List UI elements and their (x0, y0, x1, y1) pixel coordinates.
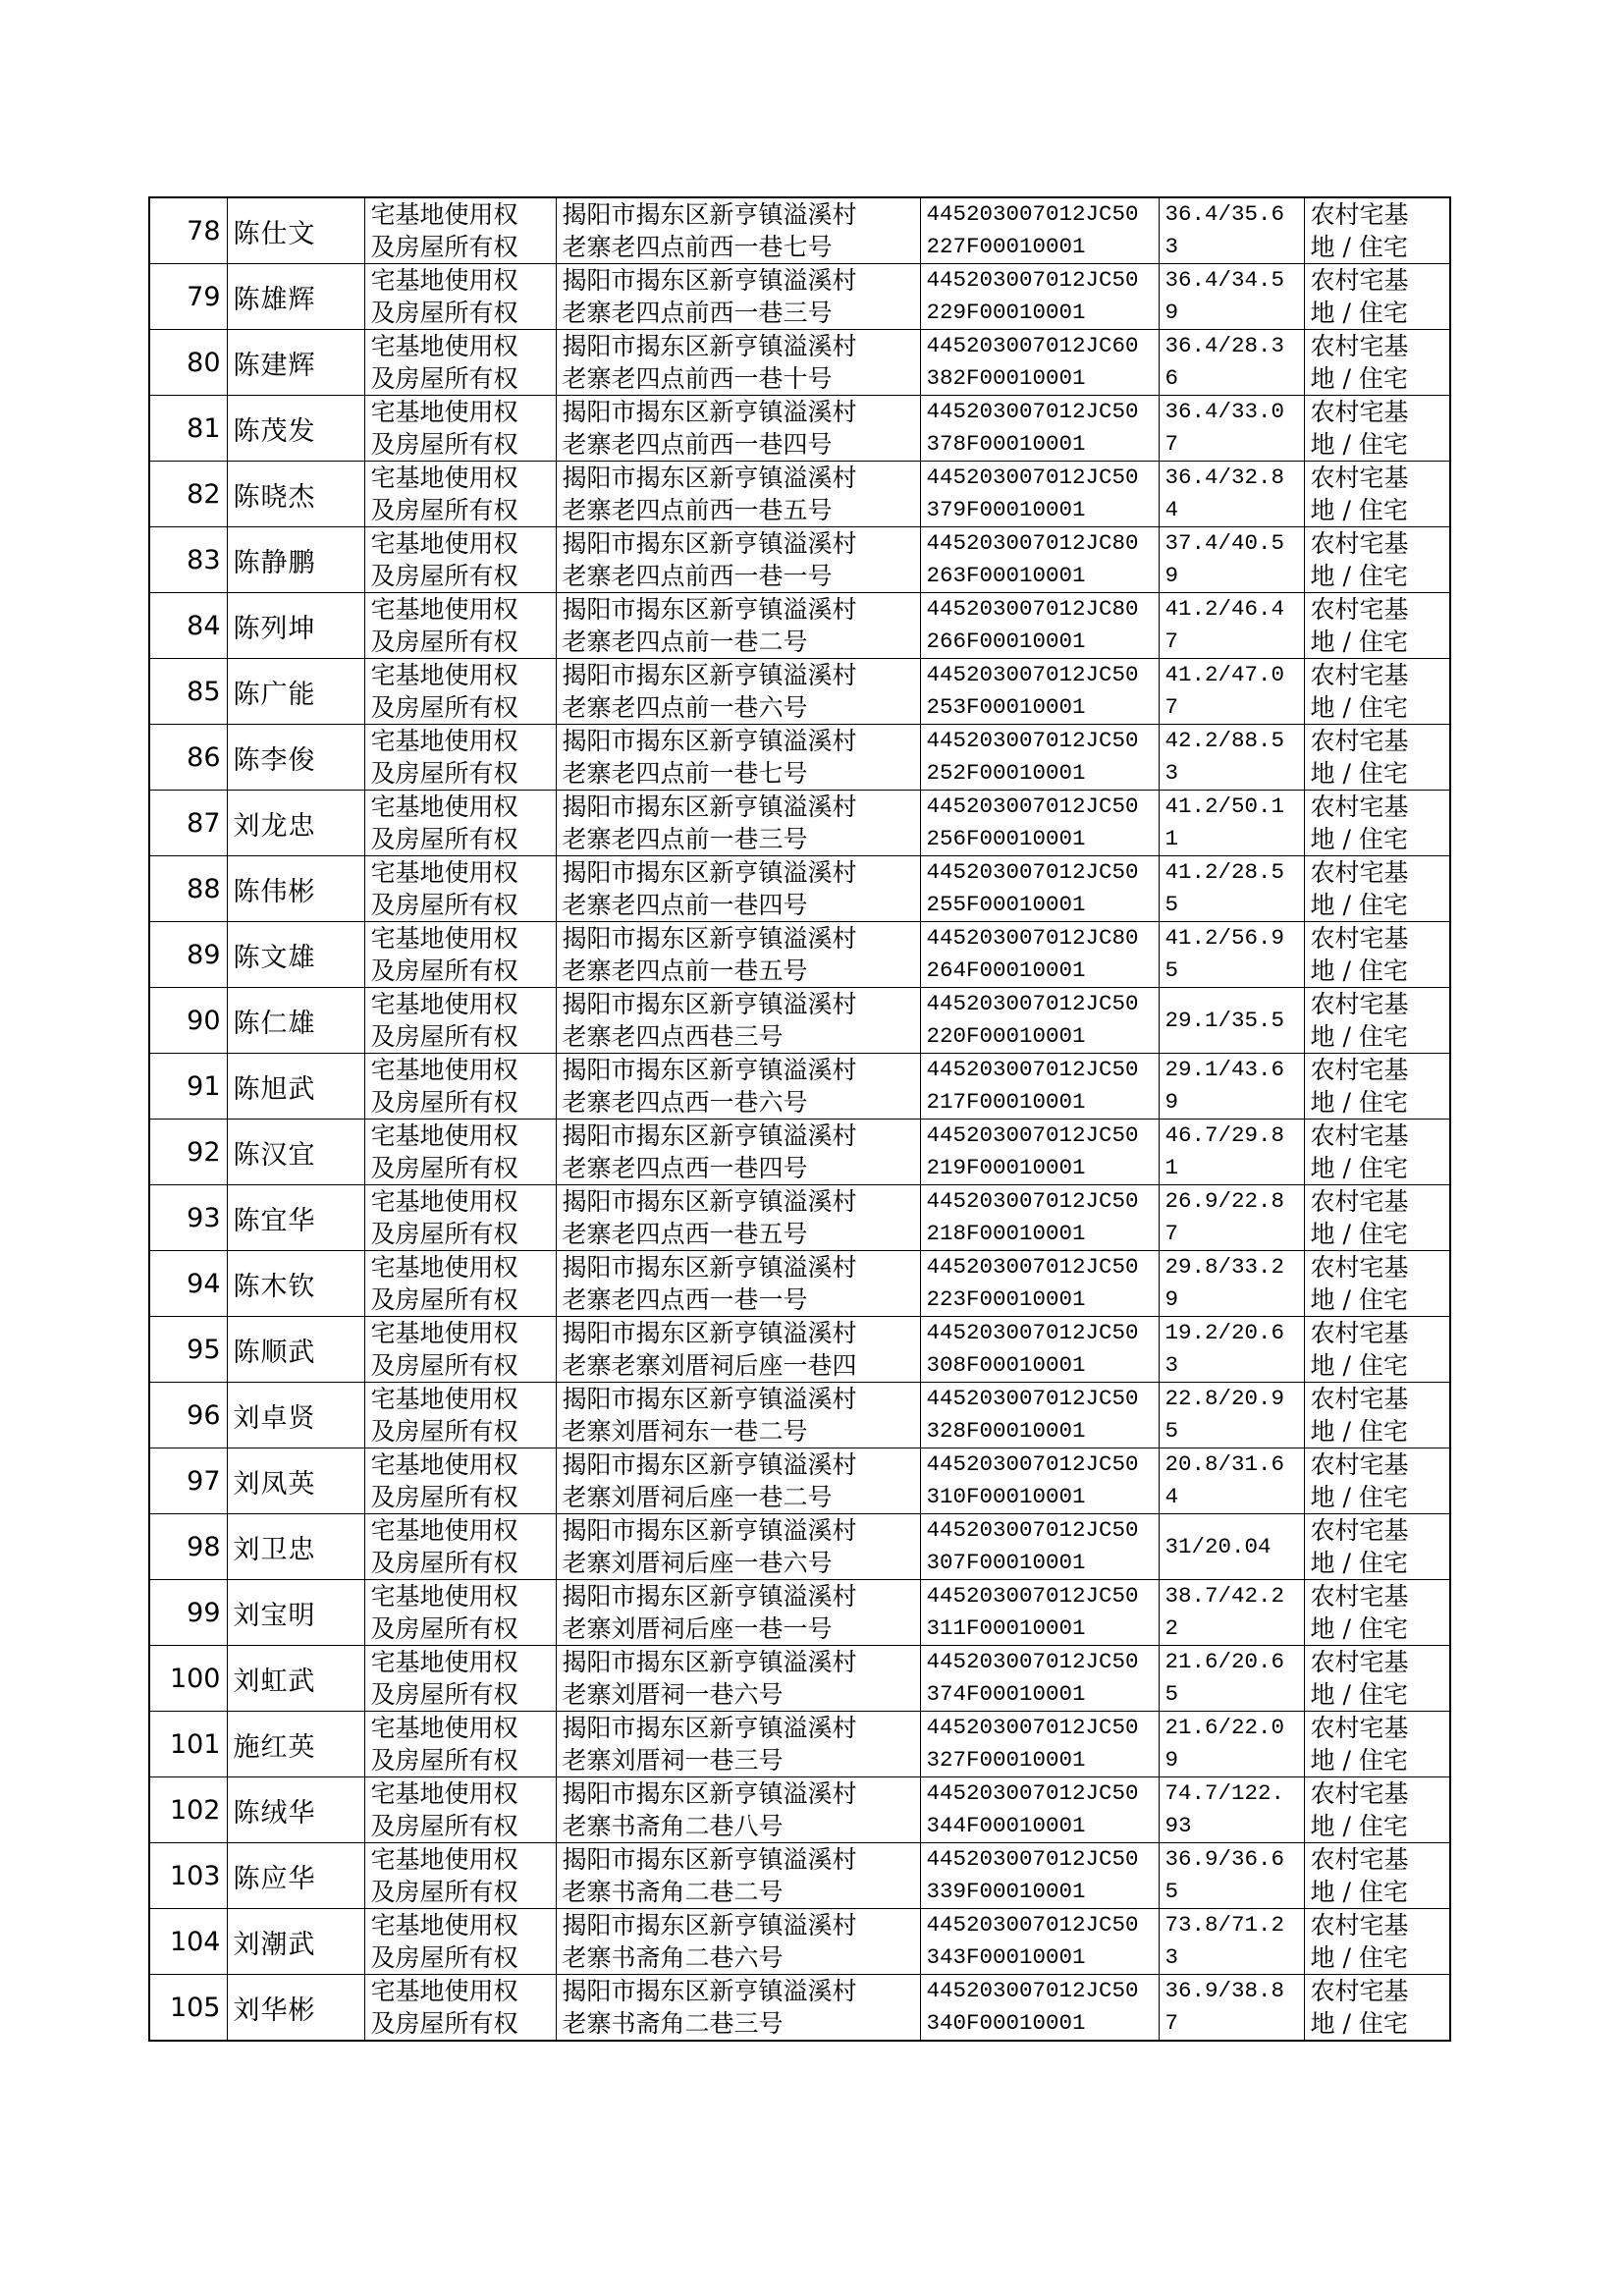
row-number-cell: 94 (149, 1251, 227, 1317)
right-type-cell: 宅基地使用权 及房屋所有权 (364, 264, 556, 330)
area-cell: 41.2/46.4 7 (1159, 593, 1304, 659)
area-cell: 29.1/35.5 (1159, 988, 1304, 1054)
row-number-cell: 102 (149, 1777, 227, 1843)
land-use-cell: 农村宅基 地 / 住宅 (1304, 856, 1450, 922)
location-cell: 揭阳市揭东区新亨镇溢溪村 老寨老四点前一巷七号 (556, 725, 920, 791)
unit-code-cell: 445203007012JC50 343F00010001 (920, 1909, 1159, 1975)
location-cell: 揭阳市揭东区新亨镇溢溪村 老寨老寨刘厝祠后座一巷四 (556, 1317, 920, 1383)
row-number-cell: 93 (149, 1185, 227, 1251)
area-cell: 26.9/22.8 7 (1159, 1185, 1304, 1251)
table-row (149, 330, 1450, 396)
right-type-cell: 宅基地使用权 及房屋所有权 (364, 396, 556, 462)
row-number-cell: 79 (149, 264, 227, 330)
row-number-cell: 84 (149, 593, 227, 659)
area-cell: 42.2/88.5 3 (1159, 725, 1304, 791)
land-use-cell: 农村宅基 地 / 住宅 (1304, 1975, 1450, 2042)
row-number-cell: 101 (149, 1712, 227, 1777)
right-type-cell: 宅基地使用权 及房屋所有权 (364, 1777, 556, 1843)
owner-name-cell: 陈李俊 (227, 725, 364, 791)
location-cell: 揭阳市揭东区新亨镇溢溪村 老寨老四点前西一巷一号 (556, 527, 920, 593)
row-number-cell: 105 (149, 1975, 227, 2042)
right-type-cell: 宅基地使用权 及房屋所有权 (364, 197, 556, 264)
right-type-cell: 宅基地使用权 及房屋所有权 (364, 791, 556, 856)
location-cell: 揭阳市揭东区新亨镇溢溪村 老寨老四点前西一巷三号 (556, 264, 920, 330)
right-type-cell: 宅基地使用权 及房屋所有权 (364, 593, 556, 659)
owner-name-cell: 陈建辉 (227, 330, 364, 396)
right-type-cell: 宅基地使用权 及房屋所有权 (364, 1975, 556, 2042)
location-cell: 揭阳市揭东区新亨镇溢溪村 老寨老四点前西一巷四号 (556, 396, 920, 462)
area-cell: 73.8/71.2 3 (1159, 1909, 1304, 1975)
owner-name-cell: 陈仕文 (227, 197, 364, 264)
area-cell: 46.7/29.8 1 (1159, 1120, 1304, 1185)
location-cell: 揭阳市揭东区新亨镇溢溪村 老寨老四点前一巷三号 (556, 791, 920, 856)
land-use-cell: 农村宅基 地 / 住宅 (1304, 396, 1450, 462)
unit-code-cell: 445203007012JC50 344F00010001 (920, 1777, 1159, 1843)
area-cell: 36.4/35.6 3 (1159, 197, 1304, 264)
table-row (149, 725, 1450, 791)
owner-name-cell: 刘龙忠 (227, 791, 364, 856)
table-row (149, 922, 1450, 988)
land-use-cell: 农村宅基 地 / 住宅 (1304, 330, 1450, 396)
land-use-cell: 农村宅基 地 / 住宅 (1304, 197, 1450, 264)
area-cell: 29.8/33.2 9 (1159, 1251, 1304, 1317)
owner-name-cell: 刘凤英 (227, 1448, 364, 1514)
location-cell: 揭阳市揭东区新亨镇溢溪村 老寨老四点西巷三号 (556, 988, 920, 1054)
right-type-cell: 宅基地使用权 及房屋所有权 (364, 988, 556, 1054)
land-use-cell: 农村宅基 地 / 住宅 (1304, 1317, 1450, 1383)
land-use-cell: 农村宅基 地 / 住宅 (1304, 1514, 1450, 1580)
right-type-cell: 宅基地使用权 及房屋所有权 (364, 1580, 556, 1646)
unit-code-cell: 445203007012JC50 218F00010001 (920, 1185, 1159, 1251)
row-number-cell: 78 (149, 197, 227, 264)
area-cell: 36.9/38.8 7 (1159, 1975, 1304, 2042)
area-cell: 19.2/20.6 3 (1159, 1317, 1304, 1383)
unit-code-cell: 445203007012JC50 253F00010001 (920, 659, 1159, 725)
land-use-cell: 农村宅基 地 / 住宅 (1304, 1843, 1450, 1909)
owner-name-cell: 陈广能 (227, 659, 364, 725)
owner-name-cell: 陈绒华 (227, 1777, 364, 1843)
right-type-cell: 宅基地使用权 及房屋所有权 (364, 1843, 556, 1909)
location-cell: 揭阳市揭东区新亨镇溢溪村 老寨刘厝祠后座一巷六号 (556, 1514, 920, 1580)
table-row (149, 1843, 1450, 1909)
owner-name-cell: 陈顺武 (227, 1317, 364, 1383)
area-cell: 38.7/42.2 2 (1159, 1580, 1304, 1646)
location-cell: 揭阳市揭东区新亨镇溢溪村 老寨老四点西一巷五号 (556, 1185, 920, 1251)
table-row (149, 1054, 1450, 1120)
land-use-cell: 农村宅基 地 / 住宅 (1304, 593, 1450, 659)
table-body (149, 197, 1450, 2041)
land-use-cell: 农村宅基 地 / 住宅 (1304, 1646, 1450, 1712)
land-use-cell: 农村宅基 地 / 住宅 (1304, 1054, 1450, 1120)
owner-name-cell: 施红英 (227, 1712, 364, 1777)
row-number-cell: 90 (149, 988, 227, 1054)
land-use-cell: 农村宅基 地 / 住宅 (1304, 1120, 1450, 1185)
location-cell: 揭阳市揭东区新亨镇溢溪村 老寨书斋角二巷三号 (556, 1975, 920, 2042)
owner-name-cell: 刘潮武 (227, 1909, 364, 1975)
table-row (149, 1975, 1450, 2042)
area-cell: 22.8/20.9 5 (1159, 1383, 1304, 1448)
row-number-cell: 85 (149, 659, 227, 725)
table-row (149, 527, 1450, 593)
land-use-cell: 农村宅基 地 / 住宅 (1304, 462, 1450, 527)
owner-name-cell: 陈仁雄 (227, 988, 364, 1054)
right-type-cell: 宅基地使用权 及房屋所有权 (364, 1514, 556, 1580)
land-use-cell: 农村宅基 地 / 住宅 (1304, 1185, 1450, 1251)
location-cell: 揭阳市揭东区新亨镇溢溪村 老寨老四点前一巷四号 (556, 856, 920, 922)
unit-code-cell: 445203007012JC50 339F00010001 (920, 1843, 1159, 1909)
location-cell: 揭阳市揭东区新亨镇溢溪村 老寨刘厝祠后座一巷一号 (556, 1580, 920, 1646)
area-cell: 21.6/22.0 9 (1159, 1712, 1304, 1777)
location-cell: 揭阳市揭东区新亨镇溢溪村 老寨老四点前西一巷五号 (556, 462, 920, 527)
unit-code-cell: 445203007012JC50 255F00010001 (920, 856, 1159, 922)
right-type-cell: 宅基地使用权 及房屋所有权 (364, 1251, 556, 1317)
row-number-cell: 89 (149, 922, 227, 988)
owner-name-cell: 陈静鹏 (227, 527, 364, 593)
land-use-cell: 农村宅基 地 / 住宅 (1304, 791, 1450, 856)
unit-code-cell: 445203007012JC50 217F00010001 (920, 1054, 1159, 1120)
row-number-cell: 91 (149, 1054, 227, 1120)
unit-code-cell: 445203007012JC50 256F00010001 (920, 791, 1159, 856)
table-row (149, 462, 1450, 527)
unit-code-cell: 445203007012JC50 229F00010001 (920, 264, 1159, 330)
location-cell: 揭阳市揭东区新亨镇溢溪村 老寨老四点前一巷五号 (556, 922, 920, 988)
location-cell: 揭阳市揭东区新亨镇溢溪村 老寨书斋角二巷二号 (556, 1843, 920, 1909)
land-use-cell: 农村宅基 地 / 住宅 (1304, 1909, 1450, 1975)
unit-code-cell: 445203007012JC60 382F00010001 (920, 330, 1159, 396)
row-number-cell: 104 (149, 1909, 227, 1975)
unit-code-cell: 445203007012JC50 252F00010001 (920, 725, 1159, 791)
owner-name-cell: 陈晓杰 (227, 462, 364, 527)
owner-name-cell: 刘宝明 (227, 1580, 364, 1646)
table-row (149, 1580, 1450, 1646)
right-type-cell: 宅基地使用权 及房屋所有权 (364, 725, 556, 791)
unit-code-cell: 445203007012JC50 308F00010001 (920, 1317, 1159, 1383)
owner-name-cell: 刘卫忠 (227, 1514, 364, 1580)
row-number-cell: 87 (149, 791, 227, 856)
right-type-cell: 宅基地使用权 及房屋所有权 (364, 462, 556, 527)
land-use-cell: 农村宅基 地 / 住宅 (1304, 264, 1450, 330)
land-use-cell: 农村宅基 地 / 住宅 (1304, 659, 1450, 725)
owner-name-cell: 陈文雄 (227, 922, 364, 988)
table-row (149, 1120, 1450, 1185)
unit-code-cell: 445203007012JC50 220F00010001 (920, 988, 1159, 1054)
location-cell: 揭阳市揭东区新亨镇溢溪村 老寨刘厝祠一巷六号 (556, 1646, 920, 1712)
table-row (149, 856, 1450, 922)
right-type-cell: 宅基地使用权 及房屋所有权 (364, 1383, 556, 1448)
unit-code-cell: 445203007012JC50 328F00010001 (920, 1383, 1159, 1448)
location-cell: 揭阳市揭东区新亨镇溢溪村 老寨老四点西一巷六号 (556, 1054, 920, 1120)
right-type-cell: 宅基地使用权 及房屋所有权 (364, 330, 556, 396)
area-cell: 36.4/28.3 6 (1159, 330, 1304, 396)
right-type-cell: 宅基地使用权 及房屋所有权 (364, 922, 556, 988)
location-cell: 揭阳市揭东区新亨镇溢溪村 老寨刘厝祠后座一巷二号 (556, 1448, 920, 1514)
unit-code-cell: 445203007012JC50 307F00010001 (920, 1514, 1159, 1580)
table-row (149, 396, 1450, 462)
land-use-cell: 农村宅基 地 / 住宅 (1304, 1777, 1450, 1843)
land-use-cell: 农村宅基 地 / 住宅 (1304, 527, 1450, 593)
unit-code-cell: 445203007012JC50 378F00010001 (920, 396, 1159, 462)
area-cell: 36.4/33.0 7 (1159, 396, 1304, 462)
unit-code-cell: 445203007012JC50 340F00010001 (920, 1975, 1159, 2042)
owner-name-cell: 陈汉宜 (227, 1120, 364, 1185)
unit-code-cell: 445203007012JC80 264F00010001 (920, 922, 1159, 988)
location-cell: 揭阳市揭东区新亨镇溢溪村 老寨老四点西一巷一号 (556, 1251, 920, 1317)
area-cell: 20.8/31.6 4 (1159, 1448, 1304, 1514)
row-number-cell: 98 (149, 1514, 227, 1580)
area-cell: 31/20.04 (1159, 1514, 1304, 1580)
table-row (149, 1646, 1450, 1712)
right-type-cell: 宅基地使用权 及房屋所有权 (364, 1646, 556, 1712)
unit-code-cell: 445203007012JC50 379F00010001 (920, 462, 1159, 527)
location-cell: 揭阳市揭东区新亨镇溢溪村 老寨老四点前一巷六号 (556, 659, 920, 725)
owner-name-cell: 陈木钦 (227, 1251, 364, 1317)
table-row (149, 1251, 1450, 1317)
owner-name-cell: 刘虹武 (227, 1646, 364, 1712)
unit-code-cell: 445203007012JC50 311F00010001 (920, 1580, 1159, 1646)
area-cell: 74.7/122. 93 (1159, 1777, 1304, 1843)
property-register-table (148, 196, 1451, 2042)
owner-name-cell: 陈茂发 (227, 396, 364, 462)
land-use-cell: 农村宅基 地 / 住宅 (1304, 725, 1450, 791)
table-row (149, 988, 1450, 1054)
owner-name-cell: 陈旭武 (227, 1054, 364, 1120)
land-use-cell: 农村宅基 地 / 住宅 (1304, 988, 1450, 1054)
table-row (149, 1185, 1450, 1251)
table-row (149, 659, 1450, 725)
row-number-cell: 92 (149, 1120, 227, 1185)
table-row (149, 791, 1450, 856)
land-use-cell: 农村宅基 地 / 住宅 (1304, 1383, 1450, 1448)
owner-name-cell: 陈应华 (227, 1843, 364, 1909)
unit-code-cell: 445203007012JC50 327F00010001 (920, 1712, 1159, 1777)
table-row (149, 593, 1450, 659)
row-number-cell: 96 (149, 1383, 227, 1448)
area-cell: 41.2/50.1 1 (1159, 791, 1304, 856)
right-type-cell: 宅基地使用权 及房屋所有权 (364, 1317, 556, 1383)
right-type-cell: 宅基地使用权 及房屋所有权 (364, 1909, 556, 1975)
row-number-cell: 99 (149, 1580, 227, 1646)
table-row (149, 1909, 1450, 1975)
row-number-cell: 80 (149, 330, 227, 396)
row-number-cell: 86 (149, 725, 227, 791)
table-row (149, 197, 1450, 264)
right-type-cell: 宅基地使用权 及房屋所有权 (364, 856, 556, 922)
land-use-cell: 农村宅基 地 / 住宅 (1304, 1712, 1450, 1777)
table-row (149, 1448, 1450, 1514)
area-cell: 36.4/34.5 9 (1159, 264, 1304, 330)
area-cell: 37.4/40.5 9 (1159, 527, 1304, 593)
area-cell: 29.1/43.6 9 (1159, 1054, 1304, 1120)
row-number-cell: 95 (149, 1317, 227, 1383)
owner-name-cell: 刘华彬 (227, 1975, 364, 2042)
unit-code-cell: 445203007012JC50 374F00010001 (920, 1646, 1159, 1712)
area-cell: 36.4/32.8 4 (1159, 462, 1304, 527)
owner-name-cell: 刘卓贤 (227, 1383, 364, 1448)
right-type-cell: 宅基地使用权 及房屋所有权 (364, 1054, 556, 1120)
right-type-cell: 宅基地使用权 及房屋所有权 (364, 1120, 556, 1185)
table-row (149, 1712, 1450, 1777)
location-cell: 揭阳市揭东区新亨镇溢溪村 老寨刘厝祠一巷三号 (556, 1712, 920, 1777)
owner-name-cell: 陈伟彬 (227, 856, 364, 922)
area-cell: 41.2/28.5 5 (1159, 856, 1304, 922)
table-row (149, 1777, 1450, 1843)
unit-code-cell: 445203007012JC50 310F00010001 (920, 1448, 1159, 1514)
location-cell: 揭阳市揭东区新亨镇溢溪村 老寨老四点西一巷四号 (556, 1120, 920, 1185)
owner-name-cell: 陈宜华 (227, 1185, 364, 1251)
location-cell: 揭阳市揭东区新亨镇溢溪村 老寨老四点前西一巷七号 (556, 197, 920, 264)
location-cell: 揭阳市揭东区新亨镇溢溪村 老寨老四点前西一巷十号 (556, 330, 920, 396)
unit-code-cell: 445203007012JC80 263F00010001 (920, 527, 1159, 593)
unit-code-cell: 445203007012JC50 223F00010001 (920, 1251, 1159, 1317)
unit-code-cell: 445203007012JC80 266F00010001 (920, 593, 1159, 659)
table-row (149, 1383, 1450, 1448)
right-type-cell: 宅基地使用权 及房屋所有权 (364, 1712, 556, 1777)
row-number-cell: 100 (149, 1646, 227, 1712)
location-cell: 揭阳市揭东区新亨镇溢溪村 老寨书斋角二巷六号 (556, 1909, 920, 1975)
land-use-cell: 农村宅基 地 / 住宅 (1304, 1580, 1450, 1646)
location-cell: 揭阳市揭东区新亨镇溢溪村 老寨刘厝祠东一巷二号 (556, 1383, 920, 1448)
row-number-cell: 82 (149, 462, 227, 527)
unit-code-cell: 445203007012JC50 227F00010001 (920, 197, 1159, 264)
row-number-cell: 83 (149, 527, 227, 593)
land-use-cell: 农村宅基 地 / 住宅 (1304, 1448, 1450, 1514)
row-number-cell: 88 (149, 856, 227, 922)
location-cell: 揭阳市揭东区新亨镇溢溪村 老寨老四点前一巷二号 (556, 593, 920, 659)
land-use-cell: 农村宅基 地 / 住宅 (1304, 1251, 1450, 1317)
owner-name-cell: 陈雄辉 (227, 264, 364, 330)
row-number-cell: 103 (149, 1843, 227, 1909)
table-row (149, 264, 1450, 330)
table-row (149, 1514, 1450, 1580)
owner-name-cell: 陈列坤 (227, 593, 364, 659)
right-type-cell: 宅基地使用权 及房屋所有权 (364, 1448, 556, 1514)
area-cell: 36.9/36.6 5 (1159, 1843, 1304, 1909)
area-cell: 41.2/56.9 5 (1159, 922, 1304, 988)
row-number-cell: 97 (149, 1448, 227, 1514)
row-number-cell: 81 (149, 396, 227, 462)
area-cell: 41.2/47.0 7 (1159, 659, 1304, 725)
area-cell: 21.6/20.6 5 (1159, 1646, 1304, 1712)
right-type-cell: 宅基地使用权 及房屋所有权 (364, 659, 556, 725)
table-row (149, 1317, 1450, 1383)
land-use-cell: 农村宅基 地 / 住宅 (1304, 922, 1450, 988)
location-cell: 揭阳市揭东区新亨镇溢溪村 老寨书斋角二巷八号 (556, 1777, 920, 1843)
right-type-cell: 宅基地使用权 及房屋所有权 (364, 527, 556, 593)
right-type-cell: 宅基地使用权 及房屋所有权 (364, 1185, 556, 1251)
unit-code-cell: 445203007012JC50 219F00010001 (920, 1120, 1159, 1185)
